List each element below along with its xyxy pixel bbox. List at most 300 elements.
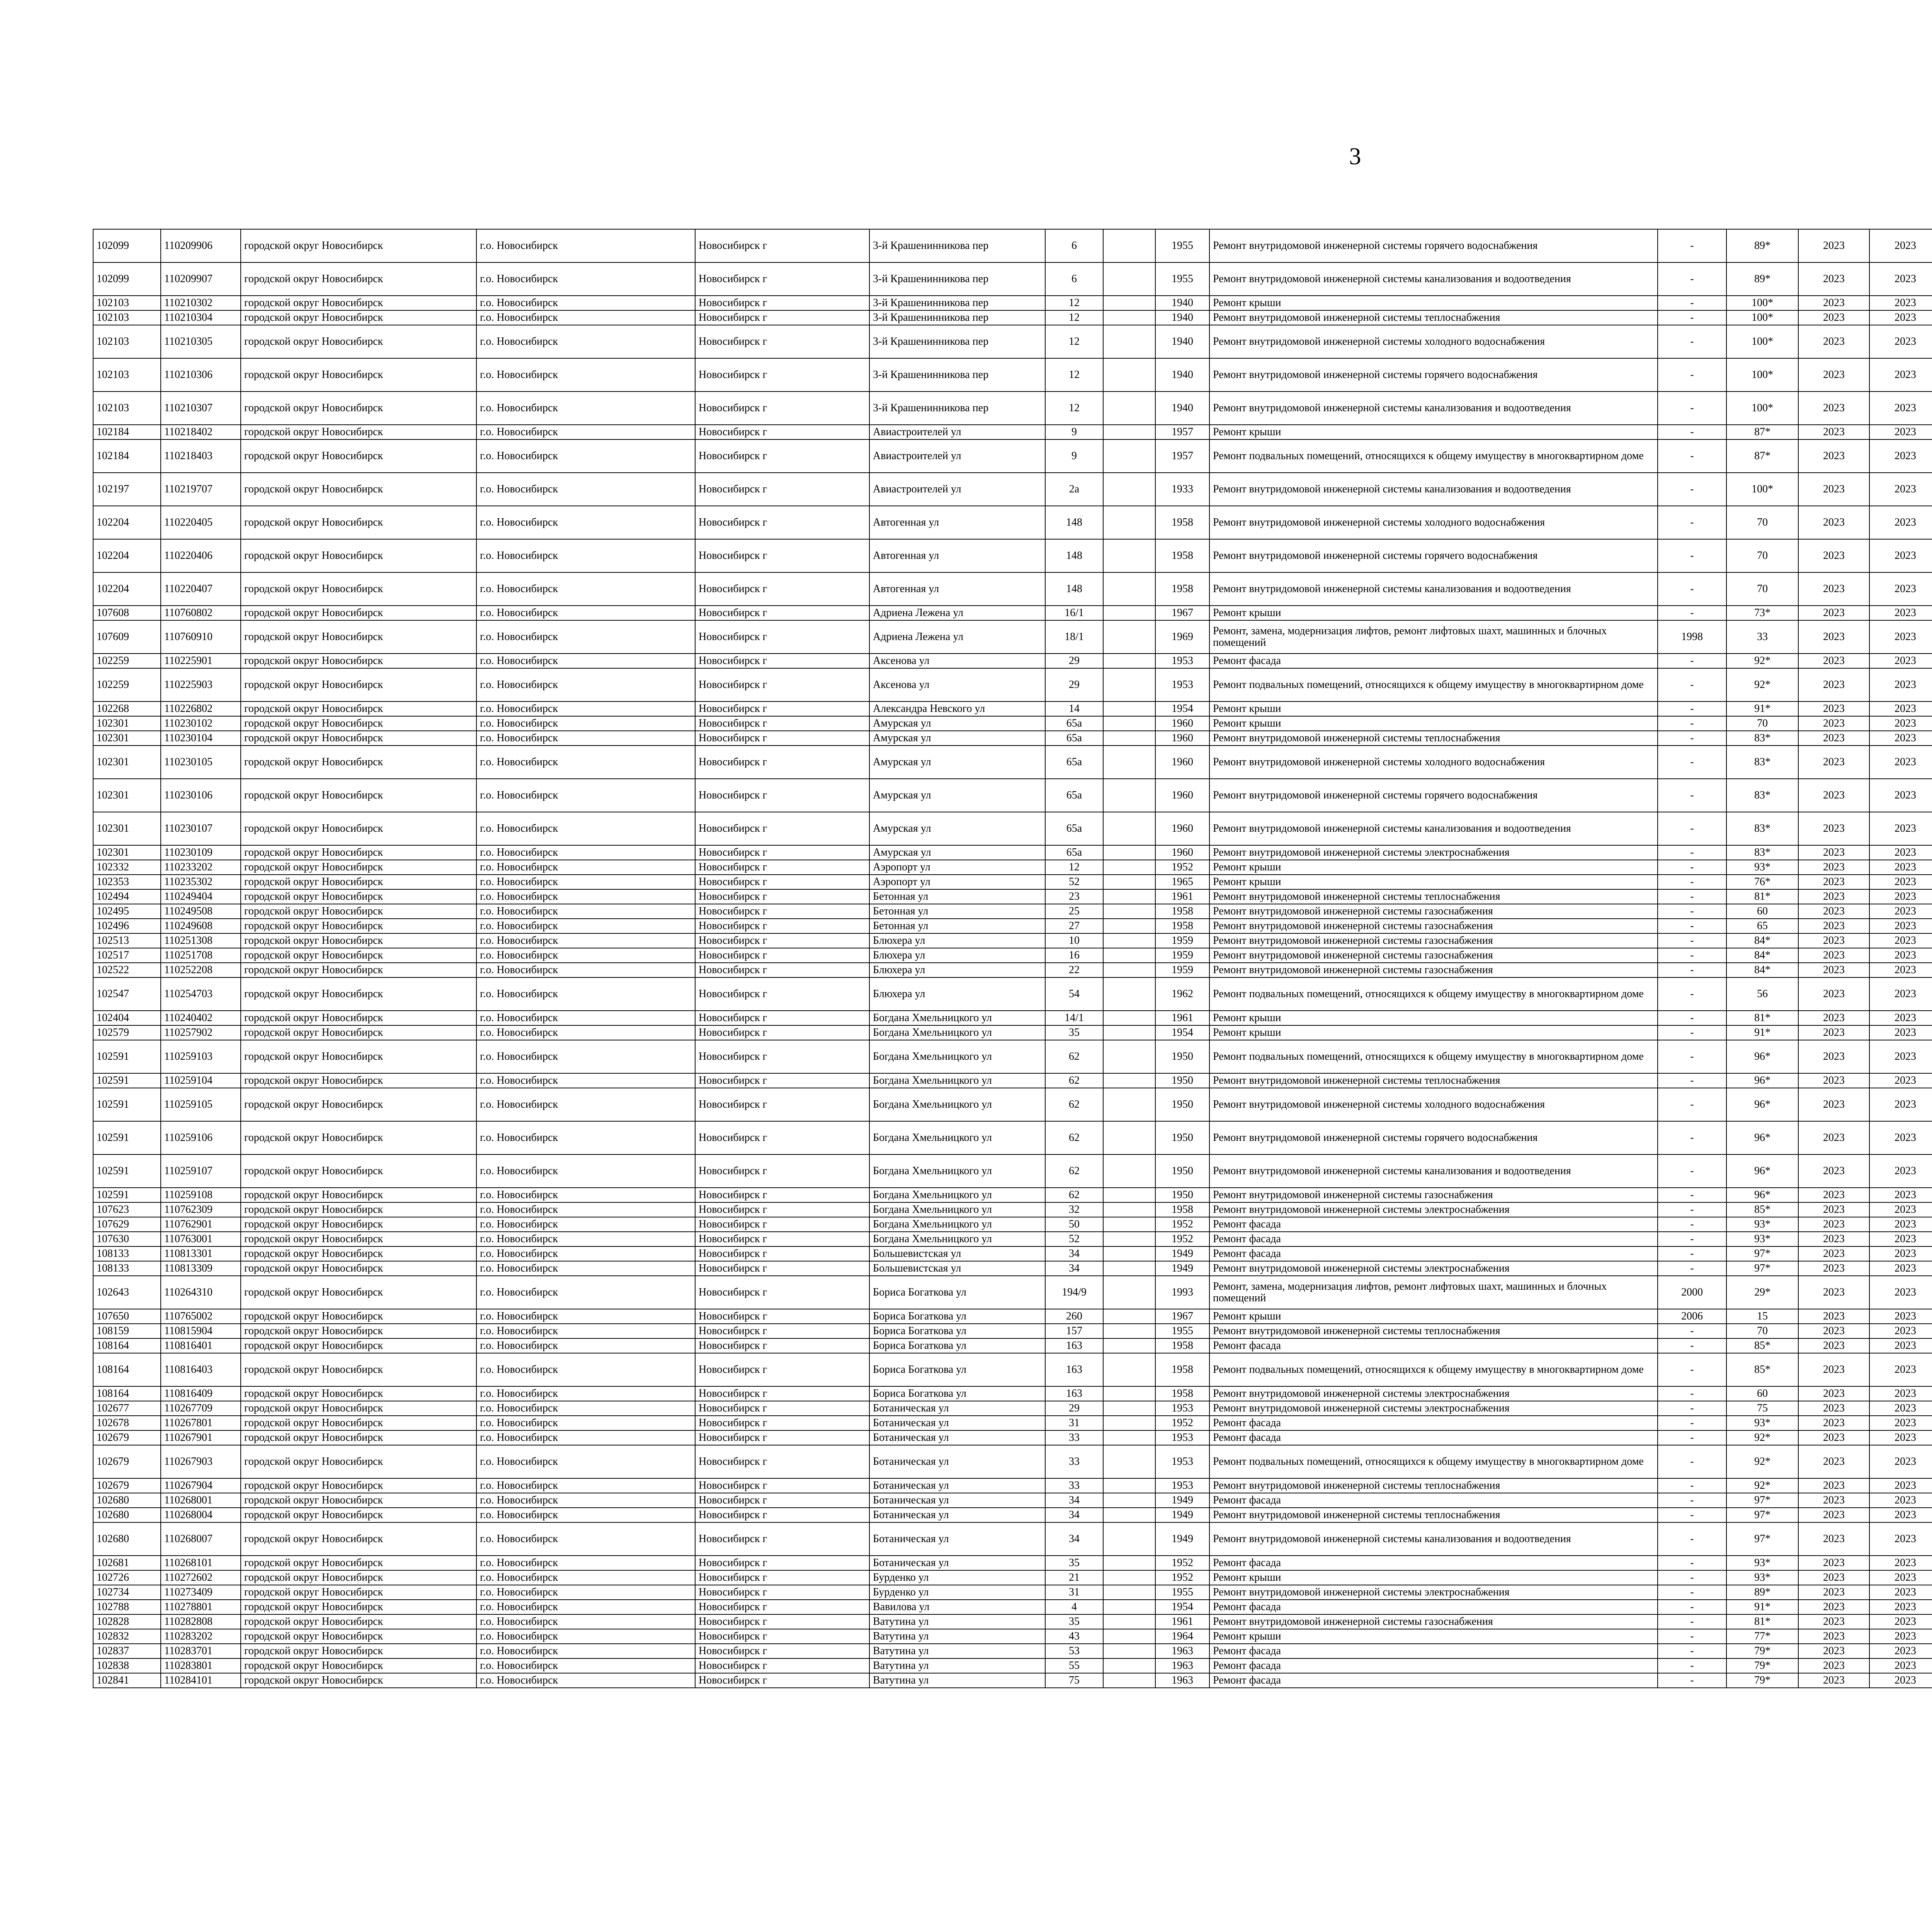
cell-house-id: 102678 [93, 1416, 161, 1430]
cell-municipality: городской округ Новосибирск [241, 1401, 476, 1416]
cell-house-number: 32 [1045, 1202, 1103, 1217]
cell-work-id: 110760910 [161, 620, 241, 654]
cell-year-built: 1967 [1155, 1309, 1209, 1324]
cell-year-built: 1958 [1155, 1386, 1209, 1401]
cell-street: Александра Невского ул [869, 701, 1045, 716]
cell-year-built: 1955 [1155, 262, 1209, 296]
cell-last-repair-year: - [1658, 1585, 1726, 1600]
cell-wear-percent: 70 [1726, 506, 1798, 539]
cell-work-type: Ремонт внутридомовой инженерной системы теплоснабжения [1209, 1324, 1658, 1338]
cell-year-built: 1959 [1155, 948, 1209, 963]
cell-house-number: 75 [1045, 1673, 1103, 1688]
cell-settlement: Новосибирск г [695, 325, 869, 358]
cell-house-number: 6 [1045, 229, 1103, 262]
cell-building [1103, 1585, 1155, 1600]
cell-street: Ботаническая ул [869, 1430, 1045, 1445]
cell-municipal-district: г.о. Новосибирск [476, 1188, 695, 1202]
cell-plan-start-year: 2023 [1798, 1154, 1869, 1188]
cell-municipality: городской округ Новосибирск [241, 875, 476, 889]
cell-building [1103, 1040, 1155, 1073]
cell-year-built: 1993 [1155, 1276, 1209, 1309]
cell-municipal-district: г.о. Новосибирск [476, 1261, 695, 1276]
cell-plan-end-year: 2023 [1869, 1040, 1932, 1073]
table-row [93, 1353, 1932, 1386]
cell-municipal-district: г.о. Новосибирск [476, 919, 695, 933]
cell-wear-percent: 65 [1726, 919, 1798, 933]
cell-plan-start-year: 2023 [1798, 325, 1869, 358]
cell-work-id: 110268007 [161, 1522, 241, 1556]
cell-settlement: Новосибирск г [695, 933, 869, 948]
cell-plan-end-year: 2023 [1869, 1261, 1932, 1276]
table-row [93, 358, 1932, 392]
cell-work-type: Ремонт крыши [1209, 701, 1658, 716]
cell-plan-end-year: 2023 [1869, 1338, 1932, 1353]
cell-house-id: 102591 [93, 1188, 161, 1202]
table-row [93, 1338, 1932, 1353]
table-row [93, 606, 1932, 620]
cell-plan-end-year: 2023 [1869, 1445, 1932, 1478]
cell-building [1103, 1522, 1155, 1556]
cell-plan-start-year: 2023 [1798, 1401, 1869, 1416]
cell-wear-percent: 84* [1726, 933, 1798, 948]
cell-plan-start-year: 2023 [1798, 229, 1869, 262]
cell-building [1103, 746, 1155, 779]
cell-house-number: 163 [1045, 1338, 1103, 1353]
cell-building [1103, 1478, 1155, 1493]
cell-municipality: городской округ Новосибирск [241, 620, 476, 654]
cell-last-repair-year: - [1658, 358, 1726, 392]
table-row [93, 572, 1932, 606]
cell-building [1103, 654, 1155, 668]
cell-house-number: 22 [1045, 963, 1103, 977]
table-row [93, 473, 1932, 506]
cell-settlement: Новосибирск г [695, 439, 869, 473]
cell-work-type: Ремонт внутридомовой инженерной системы канализования и водоотведения [1209, 392, 1658, 425]
cell-street: Богдана Хмельницкого ул [869, 1011, 1045, 1025]
cell-settlement: Новосибирск г [695, 654, 869, 668]
cell-work-type: Ремонт фасада [1209, 654, 1658, 668]
cell-municipality: городской округ Новосибирск [241, 325, 476, 358]
cell-work-id: 110267903 [161, 1445, 241, 1478]
cell-house-id: 102301 [93, 731, 161, 746]
cell-work-id: 110283701 [161, 1644, 241, 1658]
cell-plan-start-year: 2023 [1798, 1353, 1869, 1386]
cell-wear-percent: 100* [1726, 392, 1798, 425]
cell-municipality: городской округ Новосибирск [241, 296, 476, 310]
cell-plan-start-year: 2023 [1798, 439, 1869, 473]
cell-wear-percent: 83* [1726, 779, 1798, 812]
cell-settlement: Новосибирск г [695, 572, 869, 606]
cell-plan-end-year: 2023 [1869, 1416, 1932, 1430]
cell-municipality: городской округ Новосибирск [241, 1202, 476, 1217]
cell-plan-start-year: 2023 [1798, 875, 1869, 889]
table-body [93, 229, 1932, 1688]
cell-street: Амурская ул [869, 812, 1045, 845]
cell-house-number: 34 [1045, 1261, 1103, 1276]
cell-building [1103, 963, 1155, 977]
cell-wear-percent: 85* [1726, 1202, 1798, 1217]
table-row [93, 1600, 1932, 1614]
cell-plan-start-year: 2023 [1798, 746, 1869, 779]
table-row [93, 1025, 1932, 1040]
cell-last-repair-year: - [1658, 1508, 1726, 1522]
cell-plan-end-year: 2023 [1869, 1556, 1932, 1570]
cell-plan-start-year: 2023 [1798, 904, 1869, 919]
cell-building [1103, 1324, 1155, 1338]
table-row [93, 296, 1932, 310]
cell-house-id: 102332 [93, 860, 161, 875]
table-row [93, 1154, 1932, 1188]
cell-work-id: 110765002 [161, 1309, 241, 1324]
cell-plan-start-year: 2023 [1798, 668, 1869, 701]
cell-year-built: 1959 [1155, 933, 1209, 948]
cell-wear-percent: 89* [1726, 262, 1798, 296]
table-row [93, 1508, 1932, 1522]
cell-plan-end-year: 2023 [1869, 1309, 1932, 1324]
cell-wear-percent: 83* [1726, 812, 1798, 845]
cell-settlement: Новосибирск г [695, 1088, 869, 1121]
cell-house-number: 65а [1045, 779, 1103, 812]
cell-municipal-district: г.о. Новосибирск [476, 1088, 695, 1121]
cell-work-id: 110220405 [161, 506, 241, 539]
cell-last-repair-year: - [1658, 1493, 1726, 1508]
cell-wear-percent: 83* [1726, 746, 1798, 779]
cell-last-repair-year: - [1658, 875, 1726, 889]
cell-settlement: Новосибирск г [695, 731, 869, 746]
table-row [93, 1073, 1932, 1088]
cell-municipal-district: г.о. Новосибирск [476, 1658, 695, 1673]
cell-building [1103, 1644, 1155, 1658]
cell-plan-start-year: 2023 [1798, 1614, 1869, 1629]
cell-settlement: Новосибирск г [695, 1154, 869, 1188]
cell-plan-end-year: 2023 [1869, 1276, 1932, 1309]
cell-plan-start-year: 2023 [1798, 948, 1869, 963]
cell-house-number: 16/1 [1045, 606, 1103, 620]
cell-wear-percent: 93* [1726, 1570, 1798, 1585]
cell-wear-percent: 96* [1726, 1154, 1798, 1188]
cell-street: Бурденко ул [869, 1570, 1045, 1585]
cell-municipal-district: г.о. Новосибирск [476, 1600, 695, 1614]
cell-work-type: Ремонт внутридомовой инженерной системы горячего водоснабжения [1209, 779, 1658, 812]
cell-settlement: Новосибирск г [695, 1493, 869, 1508]
cell-street: Бориса Богаткова ул [869, 1276, 1045, 1309]
cell-municipal-district: г.о. Новосибирск [476, 1401, 695, 1416]
cell-work-id: 110267709 [161, 1401, 241, 1416]
cell-wear-percent: 100* [1726, 358, 1798, 392]
cell-last-repair-year: - [1658, 977, 1726, 1011]
cell-work-id: 110259107 [161, 1154, 241, 1188]
cell-last-repair-year: - [1658, 425, 1726, 439]
cell-house-number: 33 [1045, 1478, 1103, 1493]
cell-municipality: городской округ Новосибирск [241, 1585, 476, 1600]
cell-municipality: городской округ Новосибирск [241, 1644, 476, 1658]
cell-wear-percent: 70 [1726, 716, 1798, 731]
cell-settlement: Новосибирск г [695, 904, 869, 919]
cell-building [1103, 1217, 1155, 1232]
cell-year-built: 1963 [1155, 1644, 1209, 1658]
table-row [93, 1629, 1932, 1644]
cell-municipality: городской округ Новосибирск [241, 1154, 476, 1188]
cell-plan-start-year: 2023 [1798, 1073, 1869, 1088]
cell-year-built: 1952 [1155, 1570, 1209, 1585]
cell-municipal-district: г.о. Новосибирск [476, 325, 695, 358]
cell-house-id: 102099 [93, 262, 161, 296]
cell-work-type: Ремонт внутридомовой инженерной системы холодного водоснабжения [1209, 325, 1658, 358]
cell-work-type: Ремонт внутридомовой инженерной системы газоснабжения [1209, 948, 1658, 963]
cell-plan-start-year: 2023 [1798, 1508, 1869, 1522]
cell-work-type: Ремонт внутридомовой инженерной системы теплоснабжения [1209, 310, 1658, 325]
cell-house-number: 260 [1045, 1309, 1103, 1324]
cell-municipal-district: г.о. Новосибирск [476, 1614, 695, 1629]
cell-street: Бориса Богаткова ул [869, 1338, 1045, 1353]
cell-house-id: 102681 [93, 1556, 161, 1570]
cell-building [1103, 1556, 1155, 1570]
cell-last-repair-year: - [1658, 904, 1726, 919]
cell-municipal-district: г.о. Новосибирск [476, 310, 695, 325]
cell-plan-end-year: 2023 [1869, 1600, 1932, 1614]
cell-year-built: 1955 [1155, 1585, 1209, 1600]
cell-municipality: городской округ Новосибирск [241, 948, 476, 963]
cell-year-built: 1952 [1155, 1416, 1209, 1430]
cell-street: 3-й Крашенинникова пер [869, 325, 1045, 358]
cell-house-id: 102547 [93, 977, 161, 1011]
cell-municipality: городской округ Новосибирск [241, 1658, 476, 1673]
cell-plan-start-year: 2023 [1798, 1430, 1869, 1445]
cell-plan-end-year: 2023 [1869, 654, 1932, 668]
cell-last-repair-year: - [1658, 1401, 1726, 1416]
cell-municipal-district: г.о. Новосибирск [476, 620, 695, 654]
cell-year-built: 1960 [1155, 779, 1209, 812]
cell-house-id: 107609 [93, 620, 161, 654]
cell-house-id: 102099 [93, 229, 161, 262]
cell-house-id: 102788 [93, 1600, 161, 1614]
cell-municipality: городской округ Новосибирск [241, 1416, 476, 1430]
cell-municipality: городской округ Новосибирск [241, 860, 476, 875]
cell-house-id: 102513 [93, 933, 161, 948]
cell-work-type: Ремонт крыши [1209, 296, 1658, 310]
cell-plan-end-year: 2023 [1869, 875, 1932, 889]
cell-year-built: 1957 [1155, 425, 1209, 439]
cell-house-number: 6 [1045, 262, 1103, 296]
cell-plan-end-year: 2023 [1869, 977, 1932, 1011]
cell-work-type: Ремонт подвальных помещений, относящихся к общему имуществу в многоквартирном доме [1209, 1445, 1658, 1478]
table-row [93, 1570, 1932, 1585]
cell-wear-percent: 70 [1726, 572, 1798, 606]
cell-settlement: Новосибирск г [695, 1011, 869, 1025]
cell-plan-start-year: 2023 [1798, 1673, 1869, 1688]
cell-municipality: городской округ Новосибирск [241, 1309, 476, 1324]
table-row [93, 1309, 1932, 1324]
cell-plan-end-year: 2023 [1869, 620, 1932, 654]
cell-municipal-district: г.о. Новосибирск [476, 1416, 695, 1430]
cell-plan-start-year: 2023 [1798, 845, 1869, 860]
cell-house-id: 102301 [93, 845, 161, 860]
cell-year-built: 1964 [1155, 1629, 1209, 1644]
cell-plan-start-year: 2023 [1798, 919, 1869, 933]
cell-settlement: Новосибирск г [695, 539, 869, 572]
cell-building [1103, 1276, 1155, 1309]
cell-year-built: 1949 [1155, 1261, 1209, 1276]
cell-wear-percent: 96* [1726, 1073, 1798, 1088]
cell-work-id: 110219707 [161, 473, 241, 506]
cell-work-id: 110268001 [161, 1493, 241, 1508]
cell-building [1103, 358, 1155, 392]
cell-house-number: 9 [1045, 439, 1103, 473]
cell-settlement: Новосибирск г [695, 1324, 869, 1338]
page-number: 3 [1349, 143, 1361, 170]
cell-work-id: 110273409 [161, 1585, 241, 1600]
cell-wear-percent: 97* [1726, 1522, 1798, 1556]
cell-work-type: Ремонт крыши [1209, 1570, 1658, 1585]
cell-municipality: городской округ Новосибирск [241, 701, 476, 716]
cell-plan-end-year: 2023 [1869, 1493, 1932, 1508]
cell-plan-start-year: 2023 [1798, 963, 1869, 977]
cell-last-repair-year: - [1658, 296, 1726, 310]
cell-settlement: Новосибирск г [695, 1430, 869, 1445]
cell-settlement: Новосибирск г [695, 1121, 869, 1154]
cell-work-id: 110267904 [161, 1478, 241, 1493]
cell-plan-start-year: 2023 [1798, 310, 1869, 325]
cell-work-id: 110233202 [161, 860, 241, 875]
cell-plan-end-year: 2023 [1869, 1386, 1932, 1401]
cell-municipality: городской округ Новосибирск [241, 977, 476, 1011]
cell-work-type: Ремонт внутридомовой инженерной системы газоснабжения [1209, 933, 1658, 948]
cell-house-number: 12 [1045, 325, 1103, 358]
cell-house-id: 102103 [93, 325, 161, 358]
cell-municipal-district: г.о. Новосибирск [476, 439, 695, 473]
cell-house-number: 4 [1045, 1600, 1103, 1614]
cell-house-id: 102680 [93, 1493, 161, 1508]
cell-house-number: 194/9 [1045, 1276, 1103, 1309]
cell-wear-percent: 91* [1726, 1025, 1798, 1040]
cell-work-type: Ремонт внутридомовой инженерной системы холодного водоснабжения [1209, 506, 1658, 539]
cell-work-id: 110249508 [161, 904, 241, 919]
table-row [93, 1202, 1932, 1217]
cell-work-id: 110816409 [161, 1386, 241, 1401]
cell-work-id: 110249404 [161, 889, 241, 904]
cell-house-id: 108133 [93, 1261, 161, 1276]
cell-wear-percent: 84* [1726, 963, 1798, 977]
cell-settlement: Новосибирск г [695, 1188, 869, 1202]
cell-building [1103, 425, 1155, 439]
cell-municipal-district: г.о. Новосибирск [476, 1673, 695, 1688]
table-row [93, 1493, 1932, 1508]
cell-house-number: 43 [1045, 1629, 1103, 1644]
cell-wear-percent: 83* [1726, 845, 1798, 860]
cell-house-number: 12 [1045, 296, 1103, 310]
cell-building [1103, 933, 1155, 948]
cell-street: Автогенная ул [869, 572, 1045, 606]
cell-building [1103, 1658, 1155, 1673]
cell-municipal-district: г.о. Новосибирск [476, 1232, 695, 1246]
table-row [93, 506, 1932, 539]
cell-wear-percent: 15 [1726, 1309, 1798, 1324]
cell-year-built: 1953 [1155, 1478, 1209, 1493]
cell-plan-end-year: 2023 [1869, 716, 1932, 731]
cell-year-built: 1958 [1155, 1202, 1209, 1217]
cell-work-id: 110210305 [161, 325, 241, 358]
cell-work-id: 110210307 [161, 392, 241, 425]
cell-work-type: Ремонт внутридомовой инженерной системы теплоснабжения [1209, 1478, 1658, 1493]
cell-work-type: Ремонт внутридомовой инженерной системы теплоснабжения [1209, 1073, 1658, 1088]
cell-house-number: 29 [1045, 654, 1103, 668]
cell-wear-percent: 79* [1726, 1644, 1798, 1658]
cell-house-id: 102404 [93, 1011, 161, 1025]
cell-municipality: городской округ Новосибирск [241, 1478, 476, 1493]
cell-house-id: 102643 [93, 1276, 161, 1309]
cell-plan-end-year: 2023 [1869, 1614, 1932, 1629]
cell-settlement: Новосибирск г [695, 1246, 869, 1261]
cell-settlement: Новосибирск г [695, 668, 869, 701]
cell-building [1103, 606, 1155, 620]
cell-municipality: городской округ Новосибирск [241, 606, 476, 620]
cell-work-type: Ремонт фасада [1209, 1493, 1658, 1508]
cell-work-id: 110268004 [161, 1508, 241, 1522]
cell-settlement: Новосибирск г [695, 948, 869, 963]
cell-work-type: Ремонт фасада [1209, 1430, 1658, 1445]
cell-work-type: Ремонт крыши [1209, 1309, 1658, 1324]
cell-house-id: 102353 [93, 875, 161, 889]
cell-settlement: Новосибирск г [695, 606, 869, 620]
cell-building [1103, 1416, 1155, 1430]
cell-building [1103, 919, 1155, 933]
table-row [93, 1416, 1932, 1430]
cell-last-repair-year: - [1658, 1188, 1726, 1202]
cell-house-id: 102591 [93, 1073, 161, 1088]
cell-municipality: городской округ Новосибирск [241, 439, 476, 473]
cell-plan-end-year: 2023 [1869, 506, 1932, 539]
table-row [93, 1011, 1932, 1025]
cell-last-repair-year: 2006 [1658, 1309, 1726, 1324]
cell-building [1103, 1246, 1155, 1261]
cell-work-id: 110278801 [161, 1600, 241, 1614]
cell-wear-percent: 60 [1726, 1386, 1798, 1401]
cell-plan-start-year: 2023 [1798, 701, 1869, 716]
cell-house-number: 33 [1045, 1430, 1103, 1445]
table-row [93, 1088, 1932, 1121]
cell-wear-percent: 93* [1726, 1217, 1798, 1232]
cell-plan-start-year: 2023 [1798, 262, 1869, 296]
cell-year-built: 1950 [1155, 1154, 1209, 1188]
cell-plan-start-year: 2023 [1798, 1261, 1869, 1276]
cell-building [1103, 1073, 1155, 1088]
cell-work-id: 110210306 [161, 358, 241, 392]
cell-house-number: 62 [1045, 1088, 1103, 1121]
table-row [93, 1556, 1932, 1570]
cell-work-type: Ремонт внутридомовой инженерной системы теплоснабжения [1209, 731, 1658, 746]
cell-street: Богдана Хмельницкого ул [869, 1154, 1045, 1188]
cell-work-id: 110264310 [161, 1276, 241, 1309]
table-row [93, 1232, 1932, 1246]
cell-work-type: Ремонт фасада [1209, 1232, 1658, 1246]
cell-year-built: 1958 [1155, 572, 1209, 606]
cell-plan-end-year: 2023 [1869, 1401, 1932, 1416]
cell-year-built: 1953 [1155, 1401, 1209, 1416]
cell-municipal-district: г.о. Новосибирск [476, 779, 695, 812]
cell-house-number: 2а [1045, 473, 1103, 506]
cell-wear-percent: 81* [1726, 1011, 1798, 1025]
cell-work-type: Ремонт фасада [1209, 1217, 1658, 1232]
cell-municipality: городской округ Новосибирск [241, 1338, 476, 1353]
cell-work-id: 110209907 [161, 262, 241, 296]
cell-work-type: Ремонт подвальных помещений, относящихся к общему имуществу в многоквартирном доме [1209, 1353, 1658, 1386]
cell-work-id: 110268101 [161, 1556, 241, 1570]
cell-municipal-district: г.о. Новосибирск [476, 1493, 695, 1508]
cell-year-built: 1960 [1155, 731, 1209, 746]
cell-house-id: 108164 [93, 1386, 161, 1401]
cell-municipality: городской округ Новосибирск [241, 506, 476, 539]
table-row [93, 1658, 1932, 1673]
